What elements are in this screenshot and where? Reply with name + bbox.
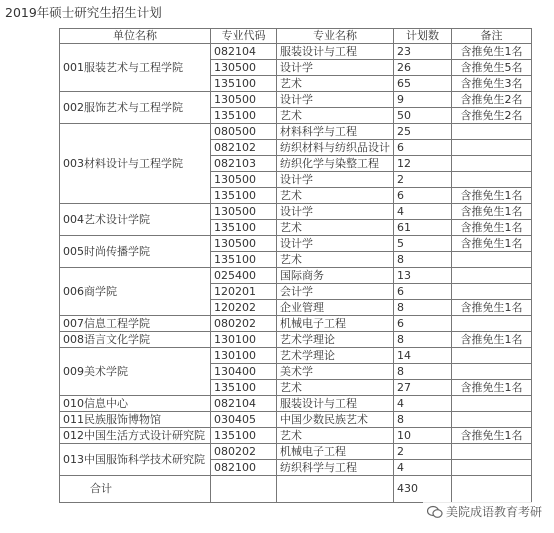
note: 含推免生2名 [452,92,532,108]
major-name: 会计学 [277,284,394,300]
plan-count: 8 [394,412,452,428]
page-title: 2019年硕士研究生招生计划 [5,5,162,20]
plan-count: 6 [394,188,452,204]
plan-count: 12 [394,156,452,172]
unit-name: 010信息中心 [60,396,211,412]
major-code: 135100 [211,252,277,268]
plan-count: 26 [394,60,452,76]
plan-count: 4 [394,396,452,412]
plan-count: 6 [394,284,452,300]
table-row [60,396,532,412]
major-name: 设计学 [277,172,394,188]
note [452,156,532,172]
note [452,268,532,284]
major-name: 艺术 [277,428,394,444]
note: 含推免生1名 [452,220,532,236]
note: 含推免生1名 [452,188,532,204]
plan-count: 25 [394,124,452,140]
table-row [60,348,532,364]
header-note: 备注 [452,29,532,44]
note: 含推免生1名 [452,332,532,348]
major-code: 082100 [211,460,277,476]
major-name: 艺术 [277,252,394,268]
table-row [60,428,532,444]
major-code: 130500 [211,204,277,220]
note [452,460,532,476]
total-label: 合计 [60,476,211,503]
major-name: 设计学 [277,60,394,76]
unit-name: 004艺术设计学院 [60,204,211,236]
table-row [60,332,532,348]
major-name: 设计学 [277,92,394,108]
plan-count: 6 [394,316,452,332]
major-code: 082104 [211,44,277,60]
plan-count: 8 [394,252,452,268]
major-name: 艺术 [277,220,394,236]
plan-count: 65 [394,76,452,92]
unit-name: 008语言文化学院 [60,332,211,348]
table-row [60,124,532,140]
major-code: 080202 [211,444,277,460]
major-name: 企业管理 [277,300,394,316]
major-name: 机械电子工程 [277,444,394,460]
total-empty-note [452,476,532,503]
note: 含推免生1名 [452,236,532,252]
table-row [60,92,532,108]
plan-count: 2 [394,172,452,188]
major-code: 135100 [211,108,277,124]
note [452,284,532,300]
note [452,140,532,156]
major-code: 082104 [211,396,277,412]
major-name: 艺术学理论 [277,332,394,348]
note [452,252,532,268]
major-name: 机械电子工程 [277,316,394,332]
major-name: 艺术 [277,108,394,124]
plan-count: 9 [394,92,452,108]
plan-count: 8 [394,300,452,316]
note [452,348,532,364]
note: 含推免生3名 [452,76,532,92]
plan-count: 4 [394,460,452,476]
major-code: 130100 [211,332,277,348]
plan-count: 2 [394,444,452,460]
major-name: 纺织化学与染整工程 [277,156,394,172]
plan-count: 4 [394,204,452,220]
plan-count: 8 [394,364,452,380]
unit-name: 005时尚传播学院 [60,236,211,268]
major-name: 艺术学理论 [277,348,394,364]
major-code: 135100 [211,188,277,204]
watermark [423,502,546,521]
note: 含推免生1名 [452,44,532,60]
header-unit: 单位名称 [60,29,211,44]
major-code: 130500 [211,236,277,252]
unit-name: 013中国服饰科学技术研究院 [60,444,211,476]
unit-name: 009美术学院 [60,348,211,396]
note [452,172,532,188]
major-name: 纺织材料与纺织品设计 [277,140,394,156]
total-empty-major [277,476,394,503]
unit-name: 001服装艺术与工程学院 [60,44,211,92]
major-name: 材料科学与工程 [277,124,394,140]
major-name: 美术学 [277,364,394,380]
major-name: 国际商务 [277,268,394,284]
major-code: 120201 [211,284,277,300]
note [452,412,532,428]
major-code: 135100 [211,76,277,92]
plan-count: 13 [394,268,452,284]
header-major: 专业名称 [277,29,394,44]
major-name: 艺术 [277,76,394,92]
total-plan: 430 [394,476,452,503]
major-code: 130400 [211,364,277,380]
plan-count: 27 [394,380,452,396]
total-row [60,476,532,503]
plan-count: 50 [394,108,452,124]
major-code: 030405 [211,412,277,428]
major-code: 135100 [211,428,277,444]
major-code: 082103 [211,156,277,172]
table-row [60,204,532,220]
plan-count: 8 [394,332,452,348]
total-empty-code [211,476,277,503]
enrollment-plan-table [59,28,532,503]
note: 含推免生2名 [452,108,532,124]
major-name: 服装设计与工程 [277,396,394,412]
table-row [60,44,532,60]
table-body [60,44,532,476]
major-name: 设计学 [277,236,394,252]
watermark-text: 美院成语教育考研 [445,505,542,519]
note [452,316,532,332]
table-header-row [60,29,532,44]
note: 含推免生1名 [452,428,532,444]
note [452,124,532,140]
plan-count: 10 [394,428,452,444]
unit-name: 006商学院 [60,268,211,316]
major-code: 080202 [211,316,277,332]
note: 含推免生1名 [452,300,532,316]
major-code: 130500 [211,60,277,76]
plan-count: 14 [394,348,452,364]
table-row [60,412,532,428]
header-plan: 计划数 [394,29,452,44]
note [452,396,532,412]
major-code: 025400 [211,268,277,284]
note [452,364,532,380]
unit-name: 011民族服饰博物馆 [60,412,211,428]
plan-count: 23 [394,44,452,60]
note [452,444,532,460]
table-row [60,236,532,252]
table-row [60,316,532,332]
major-code: 120202 [211,300,277,316]
major-code: 130100 [211,348,277,364]
unit-name: 007信息工程学院 [60,316,211,332]
major-name: 中国少数民族艺术 [277,412,394,428]
major-code: 130500 [211,172,277,188]
major-name: 纺织科学与工程 [277,460,394,476]
unit-name: 012中国生活方式设计研究院 [60,428,211,444]
unit-name: 002服饰艺术与工程学院 [60,92,211,124]
major-code: 135100 [211,380,277,396]
major-name: 艺术 [277,188,394,204]
major-code: 130500 [211,92,277,108]
major-code: 080500 [211,124,277,140]
major-code: 082102 [211,140,277,156]
plan-count: 5 [394,236,452,252]
table-row [60,444,532,460]
plan-count: 61 [394,220,452,236]
major-name: 艺术 [277,380,394,396]
table-row [60,268,532,284]
wechat-icon [427,505,443,519]
major-code: 135100 [211,220,277,236]
plan-count: 6 [394,140,452,156]
major-name: 设计学 [277,204,394,220]
note: 含推免生1名 [452,380,532,396]
note: 含推免生5名 [452,60,532,76]
unit-name: 003材料设计与工程学院 [60,124,211,204]
note: 含推免生1名 [452,204,532,220]
major-name: 服装设计与工程 [277,44,394,60]
header-code: 专业代码 [211,29,277,44]
